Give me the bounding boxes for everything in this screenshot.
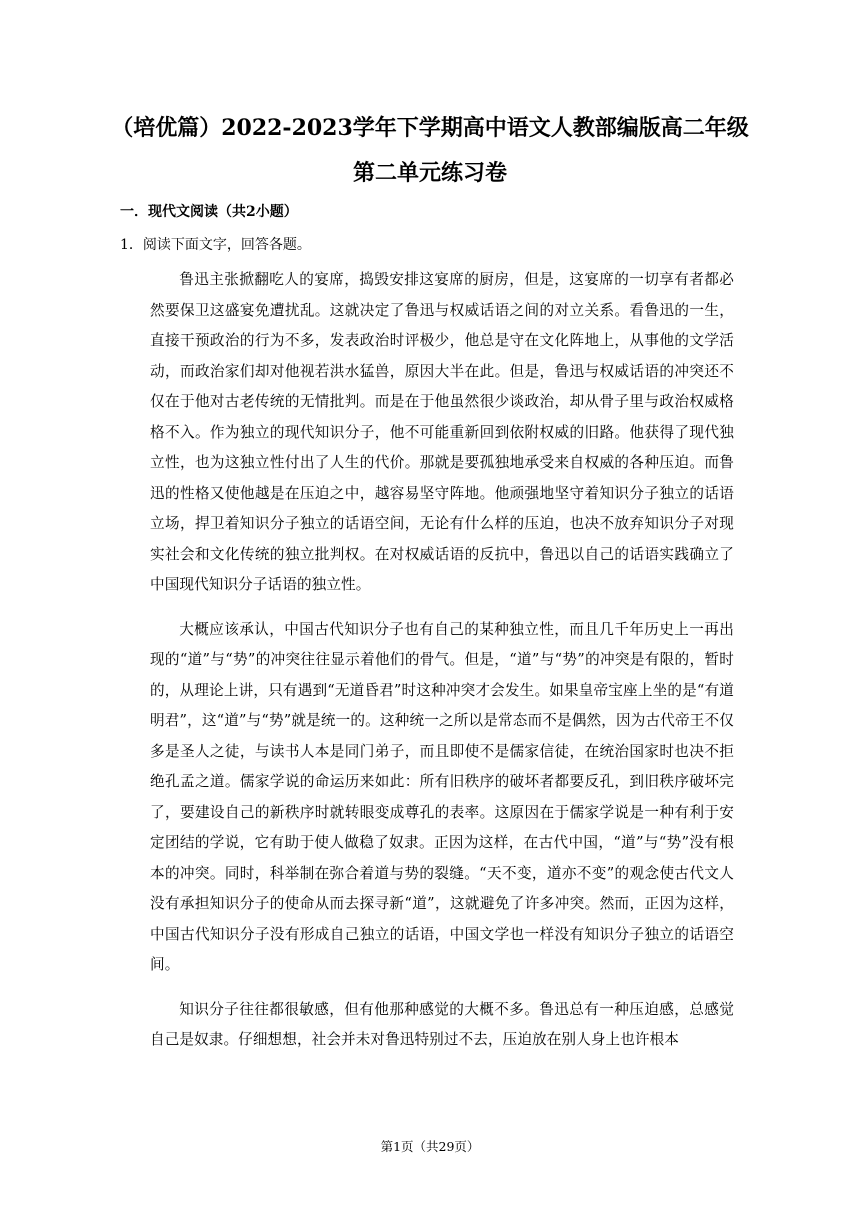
section-heading: 一．现代文阅读（共2小题） [120, 204, 298, 220]
document-title-line-2: 第二单元练习卷 [352, 160, 507, 186]
document-title-line-1: （培优篇）2022-2023学年下学期高中语文人教部编版高二年级 [111, 115, 749, 141]
reading-passage [150, 265, 734, 1056]
passage-paragraph-1: 鲁迅主张掀翻吃人的宴席，捣毁安排这宴席的厨房，但是，这宴席的一切享有者都必然要保卫这盛宴免遭扰乱。这就决定了鲁迅与权威话语之间的对立关系。看鲁迅的一生，直接干预政治的行为不多，发表政治时评极少，他总是守在文化阵地上，从事他的文学活动，而政治家们却对他视若洪水猛兽，原因大半在此。但是，鲁迅与权威话语的冲突还不仅在于他对古老传统的无情批判。而是在于他虽然很少谈政治，却从骨子里与政治权威格格不入。作为独立的现代知识分子，他不可能重新回到依附权威的旧路。他获得了现代独立性，也为这独立性付出了人生的代价。那就是要孤独地承受来自权威的各种压迫。而鲁迅的性格又使他越是在压迫之中，越容易坚守阵地。他顽强地坚守着知识分子独立的话语立场，捍卫着知识分子独立的话语空间，无论有什么样的压迫，也决不放弃知识分子对现实社会和文化传统的独立批判权。在对权威话语的反抗中，鲁迅以自己的话语实践确立了中国现代知识分子话语的独立性。 [150, 271, 734, 593]
page-number-footer: 第1页（共29页） [380, 1139, 480, 1154]
question-prompt: 1．阅读下面文字，回答各题。 [120, 237, 311, 253]
passage-paragraph-3: 知识分子往往都很敏感，但有他那种感觉的大概不多。鲁迅总有一种压迫感，总感觉自己是奴隶。仔细想想，社会并未对鲁迅特别过不去，压迫放在别人身上也许根本 [150, 1000, 734, 1048]
passage-paragraph-2: 大概应该承认，中国古代知识分子也有自己的某种独立性，而且几千年历史上一再出现的“道”与“势”的冲突往往显示着他们的骨气。但是，“道”与“势”的冲突是有限的，暂时的，从理论上讲，只有遇到“无道昏君”时这种冲突才会发生。如果皇帝宝座上坐的是“有道明君”，这“道”与“势”就是统一的。这种统一之所以是常态而不是偶然，因为古代帝王不仅多是圣人之徒，与读书人本是同门弟子，而且即使不是儒家信徒，在统治国家时也决不拒绝孔孟之道。儒家学说的命运历来如此：所有旧秩序的破坏者都要反孔，到旧秩序破坏完了，要建设自己的新秩序时就转眼变成尊孔的表率。这原因在于儒家学说是一种有利于安定团结的学说，它有助于使人做稳了奴隶。正因为这样，在古代中国，“道”与“势”没有根本的冲突。同时，科举制在弥合着道与势的裂缝。“天不变，道亦不变”的观念使古代文人没有承担知识分子的使命从而去探寻新“道”，这就避免了许多冲突。然而，正因为这样，中国古代知识分子没有形成自己独立的话语，中国文学也一样没有知识分子独立的话语空间。 [150, 620, 734, 973]
